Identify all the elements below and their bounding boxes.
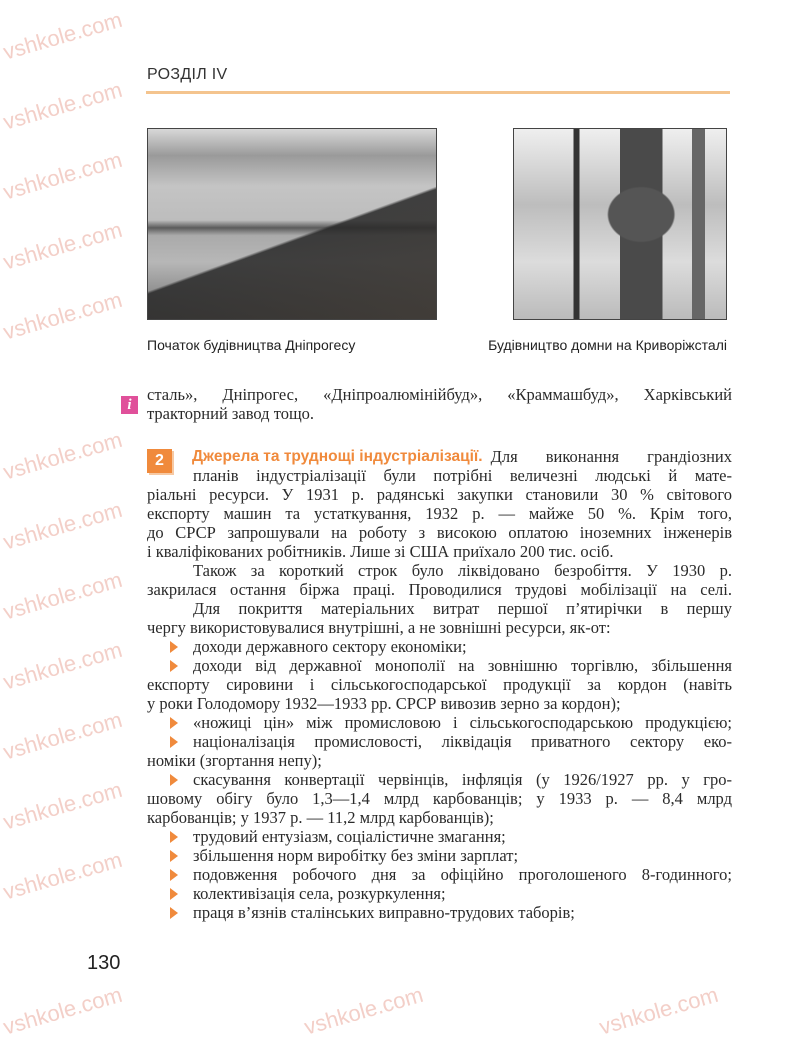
watermark: vshkole.com [0, 706, 125, 765]
page-number: 130 [87, 952, 121, 974]
photo-dniprohes-construction [147, 128, 437, 320]
text-line: до СРСР запрошували на роботу з високою оплатою іноземних інженерів [147, 523, 732, 542]
bullet-item-text: подовження робочого дня за офіційно проголошеного 8-годинного; [193, 865, 732, 884]
bullet-arrow-icon [170, 831, 178, 843]
bullet-arrow-icon [170, 660, 178, 672]
bullet-arrow-icon [170, 850, 178, 862]
text-line: шовому обігу було 1,3—1,4 млрд карбованців; у 1933 р. — 8,4 млрд [147, 789, 732, 808]
watermark: vshkole.com [0, 216, 125, 275]
bullet-item-text: збільшення норм виробітку без зміни зарплат; [193, 846, 519, 865]
bullet-item-text: праця в’язнів сталінських виправно-трудових таборів; [193, 903, 575, 922]
text-line: Для покриття матеріальних витрат першої п’ятирічки в першу [193, 599, 732, 618]
bullet-arrow-icon [170, 869, 178, 881]
bullet-arrow-icon [170, 774, 178, 786]
text-line: сталь», Дніпрогес, «Дніпроалюмінійбуд», «Краммашбуд», Харківський [147, 385, 732, 404]
watermark: vshkole.com [0, 636, 125, 695]
watermark: vshkole.com [0, 846, 125, 905]
text-line: у роки Голодомору 1932—1933 рр. СРСР вивозив зерно за кордон); [147, 694, 621, 713]
text-line: закрилася остання біржа праці. Проводилися трудові мобілізації на селі. [147, 580, 732, 599]
text-line: експорту машин та устаткування, 1932 р. — майже 50 %. Крім того, [147, 504, 732, 523]
bullet-item-text: націоналізація промисловості, ліквідація приватного сектору еко- [193, 732, 732, 751]
bullet-item-text: «ножиці цін» між промисловою і сільськогосподарською продукцією; [193, 713, 732, 732]
bullet-arrow-icon [170, 736, 178, 748]
text-line: карбованців; у 1937 р. — 11,2 млрд карбованців); [147, 808, 494, 827]
text-line: Для виконання грандіозних [490, 447, 732, 466]
info-icon: i [121, 396, 138, 414]
text-line: тракторний завод тощо. [147, 404, 315, 423]
bullet-item-text: колективізація села, розкуркулення; [193, 884, 446, 903]
text-line: Також за короткий строк було ліквідовано безробіття. У 1930 р. [193, 561, 732, 580]
section-heading: Джерела та труднощі індустріалізації. [192, 448, 483, 465]
bullet-arrow-icon [170, 888, 178, 900]
watermark: vshkole.com [0, 76, 125, 135]
text-line: експорту сировини і сільськогосподарської продукції за кордон (навіть [147, 675, 732, 694]
watermark: vshkole.com [596, 981, 721, 1040]
watermark: vshkole.com [0, 566, 125, 625]
text-line: ріальні ресурси. У 1931 р. радянські закупки становили 30 % світового [147, 485, 732, 504]
section-number-badge: 2 [147, 449, 172, 473]
figure-caption: Будівництво домни на Криворіжсталі [488, 337, 727, 353]
watermark: vshkole.com [0, 981, 125, 1040]
watermark: vshkole.com [0, 426, 125, 485]
watermark: vshkole.com [0, 496, 125, 555]
header-divider [146, 91, 730, 94]
bullet-item-text: трудовий ентузіазм, соціалістичне змагання; [193, 827, 506, 846]
figure-caption: Початок будівництва Дніпрогесу [147, 337, 356, 353]
section-label: РОЗДІЛ IV [147, 66, 228, 83]
bullet-arrow-icon [170, 907, 178, 919]
watermark: vshkole.com [301, 981, 426, 1040]
bullet-item-text: доходи державного сектору економіки; [193, 637, 467, 656]
bullet-arrow-icon [170, 717, 178, 729]
text-line: і кваліфікованих робітників. Лише зі США приїхало 200 тис. осіб. [147, 542, 614, 561]
watermark: vshkole.com [0, 776, 125, 835]
bullet-item-text: скасування конвертації червінців, інфляція (у 1926/1927 рр. у гро- [193, 770, 732, 789]
watermark: vshkole.com [0, 286, 125, 345]
text-line: номіки (згортання непу); [147, 751, 322, 770]
text-line: чергу використовувалися внутрішні, а не зовнішні ресурси, як-от: [147, 618, 611, 637]
bullet-item-text: доходи від державної монополії на зовнішню торгівлю, збільшення [193, 656, 732, 675]
bullet-arrow-icon [170, 641, 178, 653]
watermark: vshkole.com [0, 146, 125, 205]
text-line: планів індустріалізації були потрібні величезні людські й мате- [193, 466, 732, 485]
photo-blast-furnace-kryvorizhstal [513, 128, 727, 320]
watermark: vshkole.com [0, 6, 125, 65]
